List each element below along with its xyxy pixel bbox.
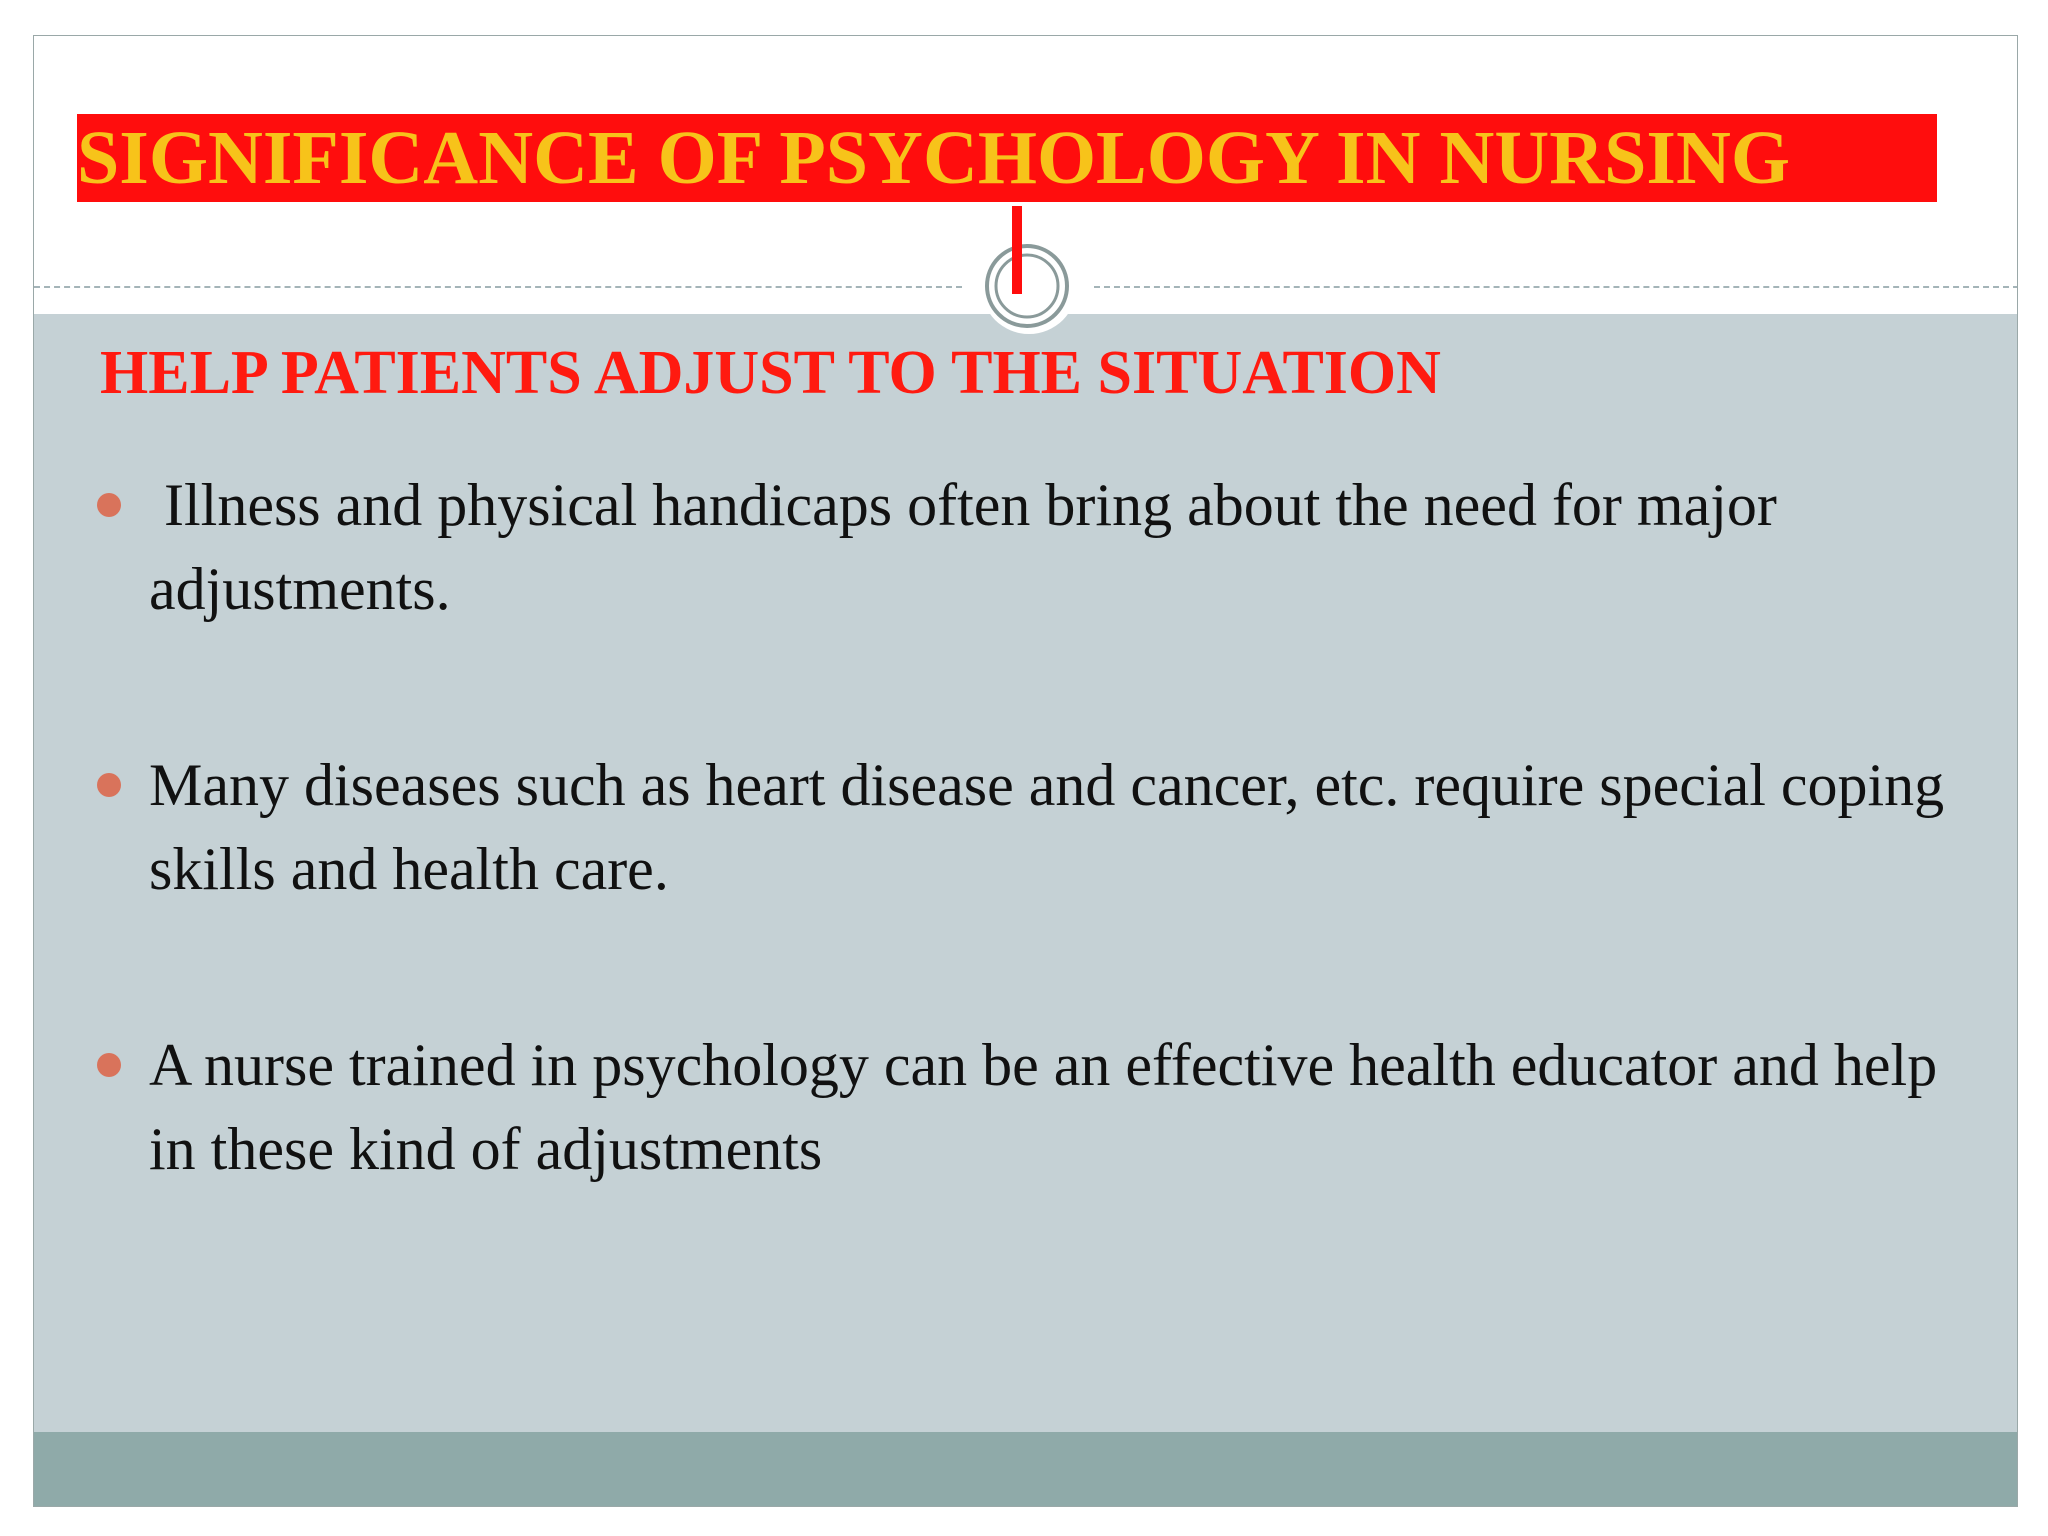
slide-footer-band [34, 1432, 2017, 1507]
slide-title: SIGNIFICANCE OF PSYCHOLOGY IN NURSING [77, 116, 1791, 200]
bullet-dot-icon [97, 1053, 121, 1077]
bullet-dot-icon [97, 773, 121, 797]
bullet-text: Many diseases such as heart disease and cancer, etc. require special coping skills and health care. [149, 752, 1945, 902]
bullet-item [149, 463, 1979, 631]
bullet-text: A nurse trained in psychology can be an effective health educator and help in these kind of adjustments [149, 1032, 1938, 1182]
section-heading: HELP PATIENTS ADJUST TO THE SITUATION [100, 339, 1441, 407]
bullet-dot-icon [97, 493, 121, 517]
bullet-item [149, 1023, 1979, 1191]
title-banner [77, 114, 1937, 202]
circle-ring-ornament-icon [964, 204, 1094, 334]
header-divider-right [1094, 286, 2018, 288]
slide [33, 35, 2018, 1507]
bullet-text: Illness and physical handicaps often bring about the need for major adjustments. [149, 472, 1792, 622]
header-divider-left [34, 286, 962, 288]
bullet-item [149, 743, 1979, 911]
